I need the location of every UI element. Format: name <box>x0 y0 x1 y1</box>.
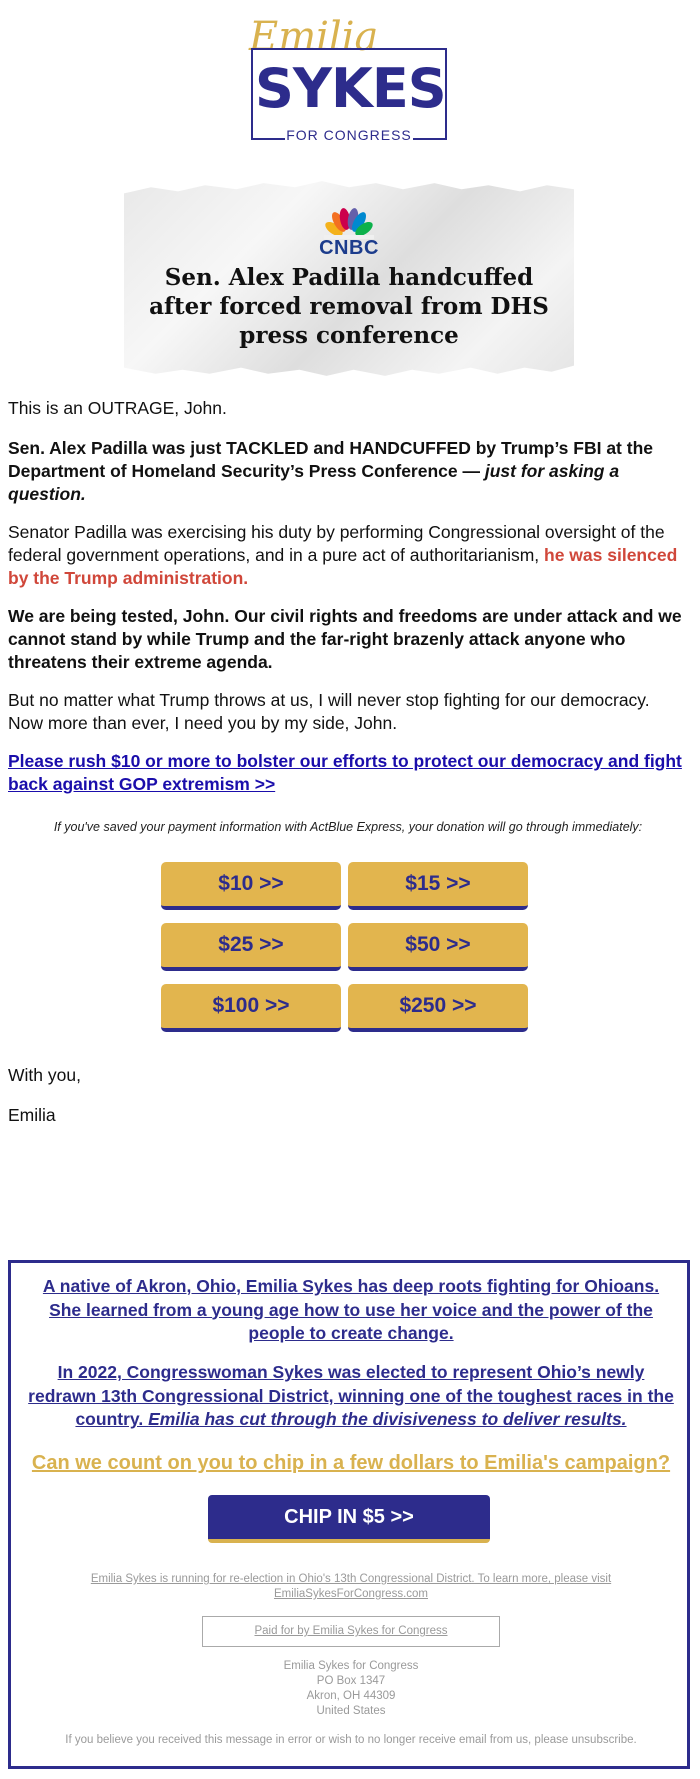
paragraph-oversight-text: Senator Padilla was exercising his duty by performing Congressional oversight of the federal government operations, and in a pure act of authoritarianism, <box>8 522 665 565</box>
paid-for-disclaimer[interactable]: Paid for by Emilia Sykes for Congress <box>254 1625 448 1637</box>
mailing-address <box>151 1659 551 1719</box>
bio-paragraph-1[interactable]: A native of Akron, Ohio, Emilia Sykes has deep roots fighting for Ohioans. She learned from a young age how to use her voice and the power of the people to create change. <box>42 1276 660 1343</box>
bio-paragraph-2-italic: Emilia has cut through the divisiveness to deliver results. <box>148 1409 627 1429</box>
logo-last-name: SYKES <box>255 57 446 120</box>
paragraph-tested: We are being tested, John. Our civil rights and freedoms are under attack and we cannot stand by while Trump and the far-right brazenly attack anyone who threatens their extreme agenda. <box>8 606 682 672</box>
chip-in-5-button[interactable]: CHIP IN $5 >> <box>208 1495 490 1543</box>
signature: Emilia <box>8 1105 56 1125</box>
paragraph-oversight-highlight: he was silenced by the Trump administration. <box>8 545 678 588</box>
paragraph-padilla <box>8 437 688 506</box>
donate-cta-link[interactable]: Please rush $10 or more to bolster our efforts to protect our democracy and fight back against GOP extremism >> <box>8 751 682 794</box>
logo-script-name: Emilia <box>249 14 379 60</box>
signoff: With you, <box>8 1065 81 1085</box>
donate-10-button[interactable]: $10 >> <box>161 862 341 910</box>
paragraph-padilla-italic: just for asking a question. <box>8 461 620 504</box>
donate-15-button[interactable]: $15 >> <box>348 862 528 910</box>
opening-line: This is an OUTRAGE, John. <box>8 398 227 418</box>
paid-for-box <box>202 1616 500 1647</box>
address-line: Akron, OH 44309 <box>306 1690 396 1702</box>
address-line: PO Box 1347 <box>316 1675 386 1687</box>
peacock-icon <box>324 207 374 239</box>
paragraph-oversight <box>8 521 688 590</box>
footer-box <box>8 1260 690 1769</box>
actblue-express-note: If you've saved your payment information with ActBlue Express, your donation will go through immediately: <box>53 820 643 834</box>
logo-subtitle: FOR CONGRESS <box>286 127 412 143</box>
bio-paragraph-2[interactable] <box>25 1361 677 1432</box>
paragraph-fighting: But no matter what Trump throws at us, I will never stop fighting for our democracy. Now more than ever, I need you by my side, John. <box>8 690 650 733</box>
campaign-logo <box>245 14 455 150</box>
donate-250-button[interactable]: $250 >> <box>348 984 528 1032</box>
donate-50-button[interactable]: $50 >> <box>348 923 528 971</box>
address-line: United States <box>316 1705 386 1717</box>
bio-paragraph-2-text: In 2022, Congresswoman Sykes was elected to represent Ohio’s newly redrawn 13th Congressional District, winning one of the toughest races in the country. <box>28 1362 674 1429</box>
news-headline: Sen. Alex Padilla handcuffed after forced removal from DHS press conference <box>149 264 549 349</box>
unsubscribe-notice[interactable]: If you believe you received this message in error or wish to no longer receive email from us, please unsubscribe. <box>65 1734 637 1746</box>
donate-100-button[interactable]: $100 >> <box>161 984 341 1032</box>
news-clipping-image <box>124 177 574 382</box>
reelection-notice[interactable]: Emilia Sykes is running for re-election in Ohio's 13th Congressional District. To learn more, please visit EmiliaSykesForCongress.com <box>90 1573 612 1600</box>
news-outlet-name: CNBC <box>319 237 379 259</box>
chip-in-ask[interactable]: Can we count on you to chip in a few dollars to Emilia's campaign? <box>31 1452 671 1474</box>
donate-25-button[interactable]: $25 >> <box>161 923 341 971</box>
address-line: Emilia Sykes for Congress <box>283 1660 419 1672</box>
paragraph-padilla-bold: Sen. Alex Padilla was just TACKLED and HANDCUFFED by Trump’s FBI at the Department of Homeland Security’s Press Conference — <box>8 438 653 481</box>
